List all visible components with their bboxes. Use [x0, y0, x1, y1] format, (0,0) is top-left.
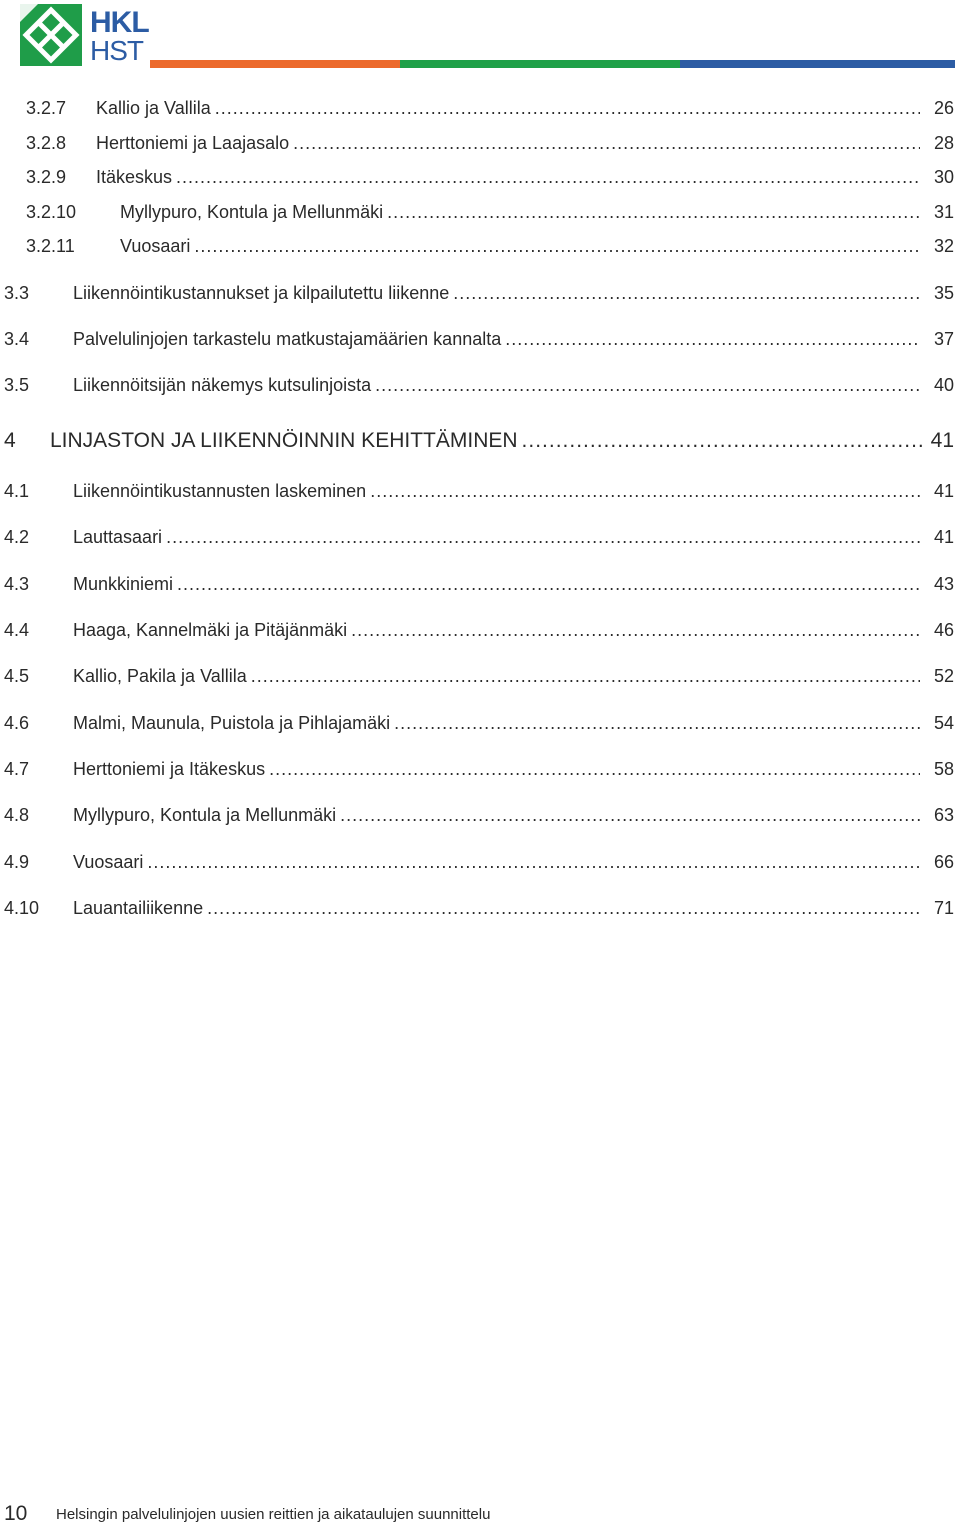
toc-entry-title: Myllypuro, Kontula ja Mellunmäki .....: [73, 801, 922, 829]
toc-entry[interactable]: [0, 755, 954, 783]
toc-entry[interactable]: [0, 894, 954, 922]
toc-entry-title: Haaga, Kannelmäki ja Pitäjänmäki .....: [73, 616, 922, 644]
toc-entry-title: Malmi, Maunula, Puistola ja Pihlajamäki .....: [73, 709, 922, 737]
toc-entry-title: Herttoniemi ja Itäkeskus .....: [73, 755, 922, 783]
toc-entry-page: 26: [933, 98, 954, 118]
toc-entry-page: 35: [933, 283, 954, 303]
toc-entry-title: Vuosaari .....: [120, 232, 922, 260]
toc-entry-page: 46: [933, 620, 954, 640]
toc-entry[interactable]: [0, 198, 954, 226]
toc-entry-number: 3.4: [4, 329, 30, 349]
toc-entry-page: 40: [933, 375, 954, 395]
toc-entry-number: 4.5: [4, 666, 30, 686]
toc-entry-number: 3.2.11: [26, 236, 75, 256]
toc-entry-number: 3.5: [4, 375, 30, 395]
toc-entry[interactable]: [0, 477, 954, 505]
toc-entry-title: Lauantailiikenne .....: [73, 894, 922, 922]
toc-entry-page: 32: [933, 236, 954, 256]
header-stripe-blue: [680, 60, 955, 68]
toc-entry[interactable]: [0, 163, 954, 191]
toc-entry-number: 4: [4, 429, 16, 452]
toc-entry[interactable]: [0, 325, 954, 353]
toc-entry[interactable]: [0, 371, 954, 399]
toc-chapter-entry[interactable]: [0, 427, 954, 455]
toc-entry-page: 66: [933, 852, 954, 872]
footer-page-number: 10: [4, 1502, 28, 1525]
toc-entry-page: 28: [933, 133, 954, 153]
toc-entry-page: 71: [933, 898, 954, 918]
toc-entry-title: Munkkiniemi .....: [73, 570, 922, 598]
toc-entry-title: Itäkeskus .....: [96, 163, 922, 191]
toc-entry[interactable]: [0, 801, 954, 829]
toc-entry-number: 4.7: [4, 759, 30, 779]
toc-entry-title: Liikennöitsijän näkemys kutsulinjoista .....: [73, 371, 922, 399]
toc-entry-number: 4.8: [4, 805, 30, 825]
toc-entry[interactable]: [0, 709, 954, 737]
toc-entry-page: 58: [933, 759, 954, 779]
toc-entry[interactable]: [0, 570, 954, 598]
toc-entry[interactable]: [0, 279, 954, 307]
footer-document-title: Helsingin palvelulinjojen uusien reittien ja aikataulujen suunnittelu: [56, 1506, 491, 1523]
toc-entry-title: LINJASTON JA LIIKENNÖINNIN KEHITTÄMINEN .....: [50, 427, 924, 455]
toc-entry-number: 4.3: [4, 574, 30, 594]
toc-entry-number: 4.6: [4, 713, 30, 733]
toc-entry[interactable]: [0, 848, 954, 876]
toc-entry[interactable]: [0, 523, 954, 551]
toc-entry-title: Kallio ja Vallila .....: [96, 94, 922, 122]
toc-entry[interactable]: [0, 616, 954, 644]
toc-entry-page: 37: [933, 329, 954, 349]
toc-entry-page: 41: [933, 527, 954, 547]
toc-entry-number: 3.3: [4, 283, 30, 303]
logo-text-hst: HST: [90, 35, 143, 66]
toc-entry-title: Lauttasaari .....: [73, 523, 922, 551]
toc-entry-page: 31: [933, 202, 954, 222]
toc-entry-number: 4.9: [4, 852, 30, 872]
toc-entry-page: 63: [933, 805, 954, 825]
toc-entry-title: Vuosaari .....: [73, 848, 922, 876]
toc-entry-number: 3.2.9: [26, 167, 67, 187]
header-stripe-green: [400, 60, 680, 68]
toc-entry-title: Palvelulinjojen tarkastelu matkustajamäärien kannalta .....: [73, 325, 922, 353]
toc-entry[interactable]: [0, 232, 954, 260]
toc-entry-title: Liikennöintikustannukset ja kilpailutettu liikenne .....: [73, 279, 922, 307]
toc-entry-title: Kallio, Pakila ja Vallila .....: [73, 662, 922, 690]
toc-entry-title: Myllypuro, Kontula ja Mellunmäki .....: [120, 198, 922, 226]
toc-entry-number: 4.10: [4, 898, 40, 918]
toc-entry[interactable]: [0, 94, 954, 122]
logo-text-hkl: HKL: [90, 6, 149, 39]
toc-entry[interactable]: [0, 662, 954, 690]
toc-entry-page: 41: [930, 429, 954, 452]
toc-entry-page: 41: [933, 481, 954, 501]
toc-entry[interactable]: [0, 129, 954, 157]
toc-entry-title: Herttoniemi ja Laajasalo .....: [96, 129, 922, 157]
header-stripe-orange: [150, 60, 400, 68]
toc-entry-number: 3.2.10: [26, 202, 77, 222]
toc-entry-number: 4.2: [4, 527, 30, 547]
toc-entry-number: 4.1: [4, 481, 30, 501]
hkl-hst-logo: [20, 4, 155, 68]
toc-entry-page: 54: [933, 713, 954, 733]
toc-entry-number: 3.2.7: [26, 98, 67, 118]
toc-entry-number: 4.4: [4, 620, 30, 640]
toc-entry-page: 43: [933, 574, 954, 594]
toc-entry-title: Liikennöintikustannusten laskeminen .....: [73, 477, 922, 505]
hkl-logo-mark-icon: [20, 4, 82, 66]
toc-entry-page: 52: [933, 666, 954, 686]
toc-entry-number: 3.2.8: [26, 133, 67, 153]
toc-entry-page: 30: [933, 167, 954, 187]
